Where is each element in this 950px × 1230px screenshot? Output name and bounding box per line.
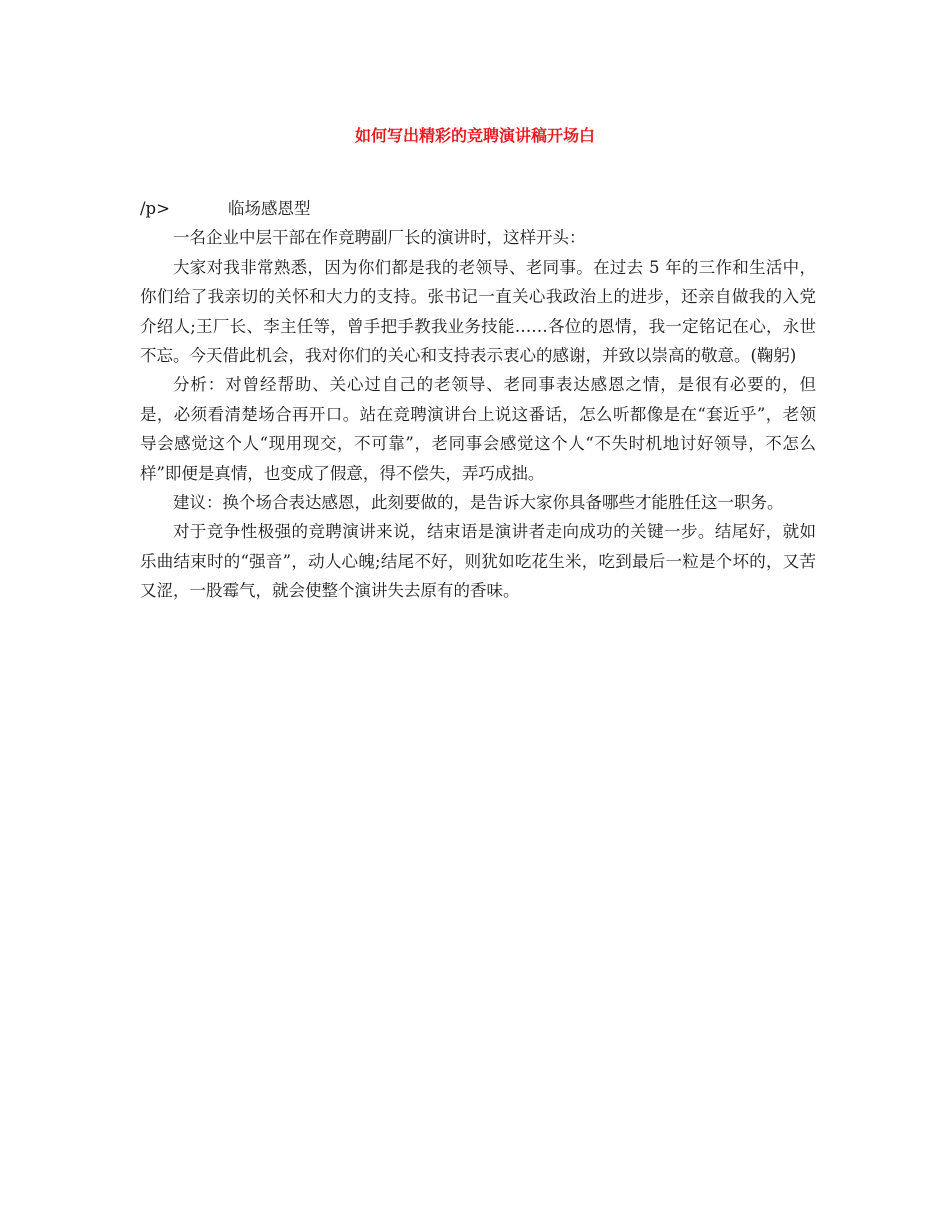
paragraph-intro: 一名企业中层干部在作竞聘副厂长的演讲时，这样开头： <box>173 228 586 248</box>
paragraph-example-speech: 大家对我非常熟悉，因为你们都是我的老领导、老同事。在过去 5 年的三作和生活中，你们给了我亲切的关怀和大力的支持。张书记一直关心我政治上的进步，还亲自做我的入党介绍人;王厂长、李主任等，曾手把手教我业务技能……各位的恩情，我一定铭记在心，永世不忘。今天借此机会，我对你们的关心和支持表示衷心的感谢，并致以崇高的敬意。(鞠躬) <box>140 257 816 366</box>
paragraph-suggestion: 建议：换个场合表达感恩，此刻要做的，是告诉大家你具备哪些才能胜任这一职务。 <box>173 493 784 513</box>
document-body <box>140 194 816 606</box>
document-title: 如何写出精彩的竞聘演讲稿开场白 <box>354 126 595 145</box>
section-heading-line <box>140 194 816 223</box>
paragraph-conclusion: 对于竞争性极强的竞聘演讲来说，结束语是演讲者走向成功的关键一步。结尾好，就如乐曲结束时的“强音”，动人心魄;结尾不好，则犹如吃花生米，吃到最后一粒是个坏的，又苦又涩，一股霉气，就会使整个演讲失去原有的香味。 <box>140 522 816 601</box>
section-heading: 临场感恩型 <box>228 199 311 218</box>
paragraph-analysis: 分析：对曾经帮助、关心过自己的老领导、老同事表达感恩之情，是很有必要的，但是，必须看清楚场合再开口。站在竞聘演讲台上说这番话，怎么听都像是在“套近乎”，老领导会感觉这个人“现用现交，不可靠”，老同事会感觉这个人“不失时机地讨好领导，不怎么样”即便是真情，也变成了假意，得不偿失，弄巧成拙。 <box>140 375 816 483</box>
stray-tag-prefix: /p> <box>140 199 170 218</box>
